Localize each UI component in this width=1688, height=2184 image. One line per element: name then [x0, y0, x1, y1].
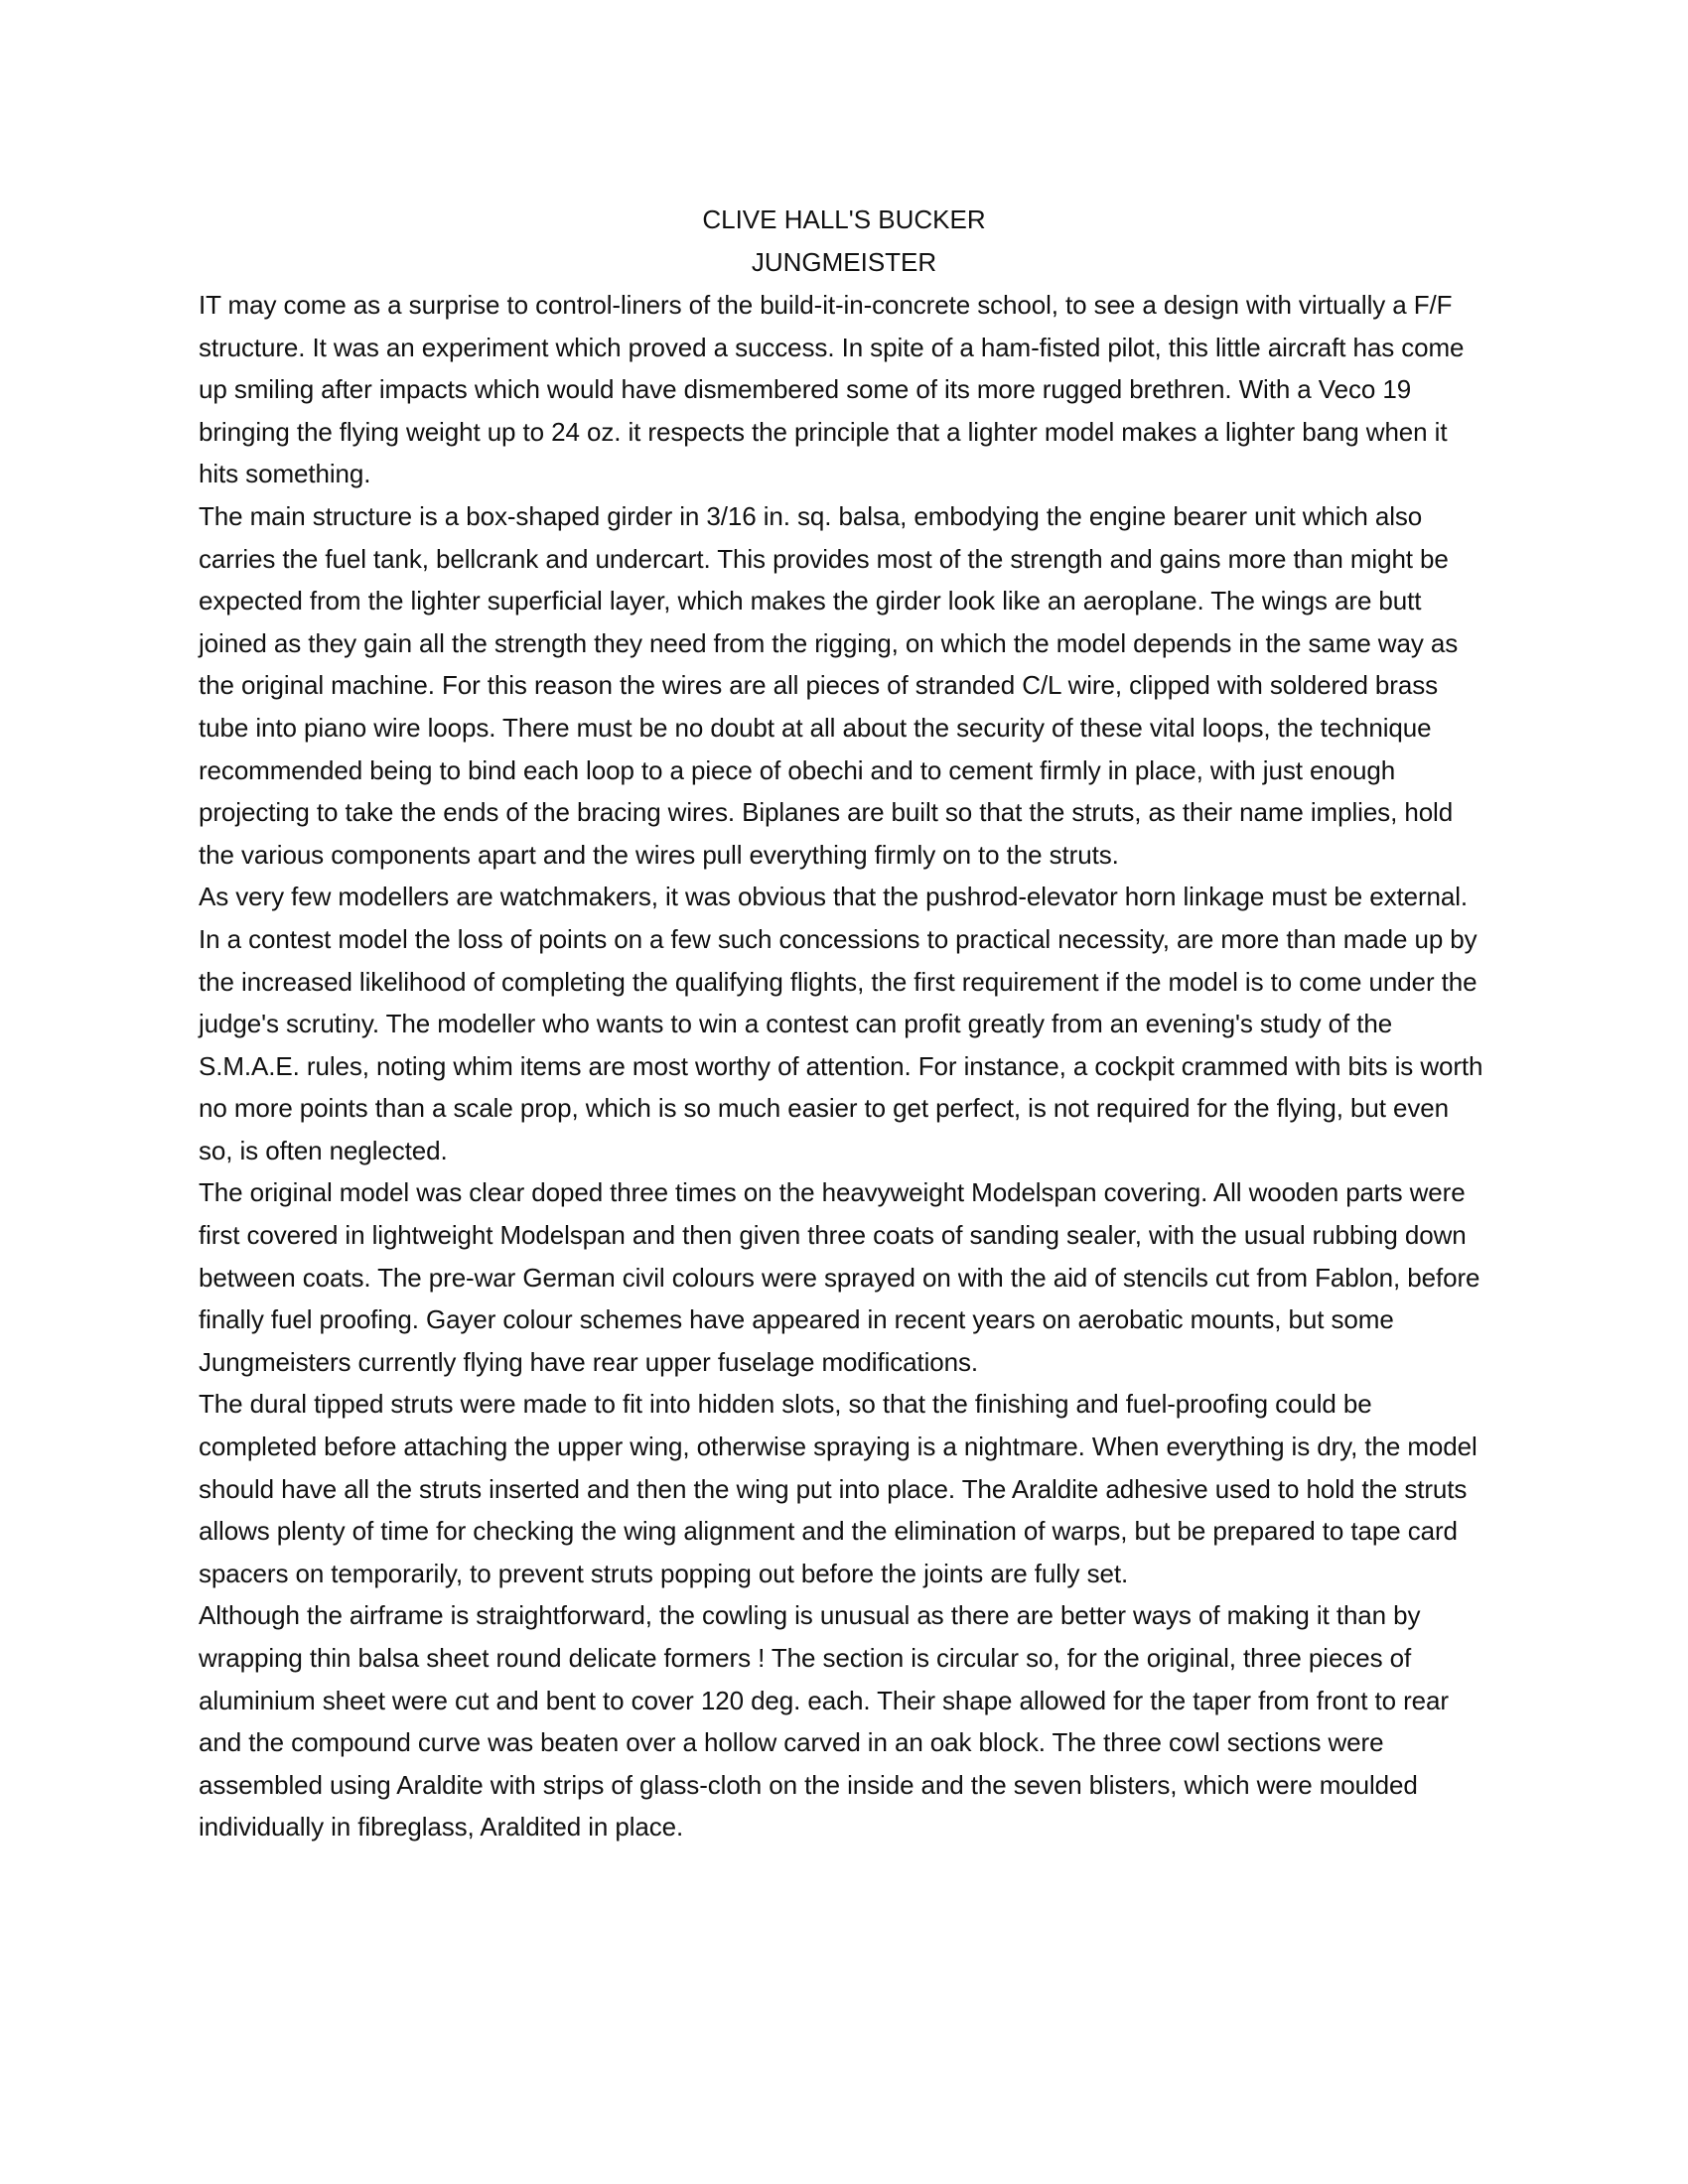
paragraph-5: The dural tipped struts were made to fit into hidden slots, so that the finishing and fuel-proofing could be completed before attaching the upper wing, otherwise spraying is a nightmare. When everything is dry, the model should have all the struts inserted and then the wing put into place. The Araldite adhesive used to hold the struts allows plenty of time for checking the wing alignment and the elimination of warps, but be prepared to tape card spacers on temporarily, to prevent struts popping out before the joints are fully set.: [199, 1389, 1477, 1588]
paragraph-1: IT may come as a surprise to control-liners of the build-it-in-concrete school, to see a design with virtually a F/F structure. It was an experiment which proved a success. In spite of a ham-fisted pilot, this little aircraft has come up smiling after impacts which would have dismembered some of its more rugged brethren. With a Veco 19 bringing the flying weight up to 24 oz. it respects the principle that a lighter model makes a lighter bang when it hits something.: [199, 290, 1465, 489]
title-line-1: CLIVE HALL'S BUCKER: [702, 205, 986, 234]
paragraph-2: The main structure is a box-shaped girder in 3/16 in. sq. balsa, embodying the engine bearer unit which also carries the fuel tank, bellcrank and undercart. This provides most of the strength and gains more than might be expected from the lighter superficial layer, which makes the girder look like an aeroplane. The wings are butt joined as they gain all the strength they need from the rigging, on which the model depends in the same way as the original machine. For this reason the wires are all pieces of stranded C/L wire, clipped with soldered brass tube into piano wire loops. There must be no doubt at all about the security of these vital loops, the technique recommended being to bind each loop to a piece of obechi and to cement firmly in place, with just enough projecting to take the ends of the bracing wires. Biplanes are built so that the struts, as their name implies, hold the various components apart and the wires pull everything firmly on to the struts.: [199, 500, 1459, 870]
title-line-2: JUNGMEISTER: [751, 247, 937, 277]
article-body: [199, 284, 1489, 1848]
paragraph-6: Although the airframe is straightforward, the cowling is unusual as there are better ways of making it than by wrapping thin balsa sheet round delicate formers ! The section is circular so, for the original, three pieces of aluminium sheet were cut and bent to cover 120 deg. each. Their shape allowed for the taper from front to rear and the compound curve was beaten over a hollow carved in an oak block. The three cowl sections were assembled using Araldite with strips of glass-cloth on the inside and the seven blisters, which were moulded individually in fibreglass, Araldited in place.: [199, 1600, 1449, 1843]
paragraph-4: The original model was clear doped three times on the heavyweight Modelspan covering. All wooden parts were first covered in lightweight Modelspan and then given three coats of sanding sealer, with the usual rubbing down between coats. The pre-war German civil colours were sprayed on with the aid of stencils cut from Fablon, before finally fuel proofing. Gayer colour schemes have appeared in recent years on aerobatic mounts, but some Jungmeisters currently flying have rear upper fuselage modifications.: [199, 1177, 1480, 1377]
paragraph-3: As very few modellers are watchmakers, it was obvious that the pushrod-elevator horn linkage must be external. In a contest model the loss of points on a few such concessions to practical necessity, are more than made up by the increased likelihood of completing the qualifying flights, the first requirement if the model is to come under the judge's scrutiny. The modeller who wants to win a contest can profit greatly from an evening's study of the S.M.A.E. rules, noting whim items are most worthy of attention. For instance, a cockpit crammed with bits is worth no more points than a scale prop, which is so much easier to get perfect, is not required for the flying, but even so, is often neglected.: [199, 882, 1483, 1165]
document-page: [199, 199, 1489, 1848]
